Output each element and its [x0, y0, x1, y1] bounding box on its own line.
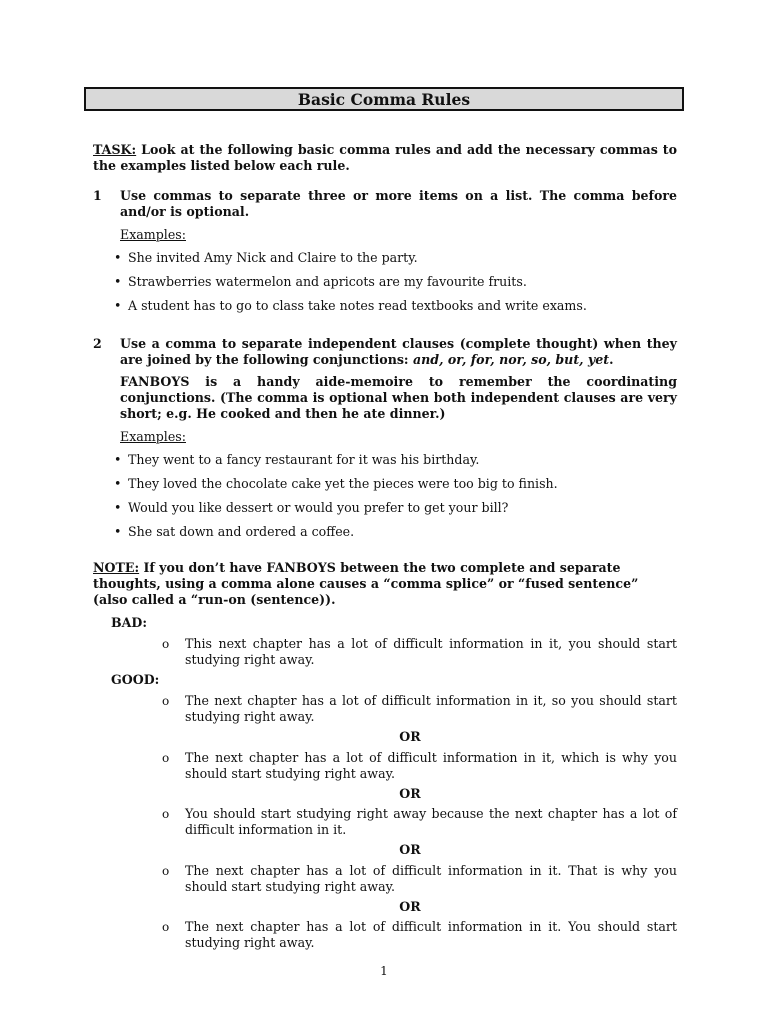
good-example: The next chapter has a lot of difficult information in it. That is why you should start studying right away. [185, 863, 677, 894]
list-item: • Would you like dessert or would you prefer to get your bill? [114, 500, 509, 515]
or-separator: OR [399, 729, 421, 744]
bad-label: BAD: [111, 615, 147, 630]
bullet-icon: • [114, 298, 122, 313]
page-number: 1 [380, 964, 388, 978]
fanboys-note: FANBOYS is a handy aide-memoire to remember the coordinating conjunctions. (The comma is optional when both independent clauses are very short; e.g. He cooked and then he ate dinner.) [120, 374, 677, 421]
conjunction-list: and, or, for, nor, so, but, yet [412, 352, 610, 367]
bullet-icon: • [114, 500, 122, 515]
list-item: • A student has to go to class take notes read textbooks and write exams. [114, 298, 587, 313]
circle-bullet-icon: o [162, 920, 170, 934]
good-example: The next chapter has a lot of difficult information in it, so you should start studying right away. [185, 693, 677, 724]
circle-bullet-icon: o [162, 637, 170, 651]
or-separator: OR [399, 786, 421, 801]
note-text: If you don’t have FANBOYS between the two complete and separate thoughts, using a comma alone causes a “comma splice” or “fused sentence” (also called a “run-on (sentence)). [93, 560, 639, 607]
circle-bullet-icon: o [162, 694, 170, 708]
task-label: TASK: [93, 142, 137, 157]
rule-1-text: Use commas to separate three or more items on a list. The comma before and/or is optional. [120, 188, 677, 219]
list-item: • She invited Amy Nick and Claire to the party. [114, 250, 418, 265]
rule-2-text: Use a comma to separate independent clauses (complete thought) when they are joined by the following conjunctions: and, or, for, nor, so, but, yet. [120, 336, 677, 367]
rule-1-examples-label: Examples: [120, 227, 186, 242]
rule-2-examples-label: Examples: [120, 429, 186, 444]
or-separator: OR [399, 842, 421, 857]
circle-bullet-icon: o [162, 751, 170, 765]
task-instruction [93, 142, 677, 174]
good-example: You should start studying right away because the next chapter has a lot of difficult information in it. [185, 806, 677, 837]
bullet-icon: • [114, 476, 122, 491]
note-label: NOTE: [93, 560, 140, 575]
good-label: GOOD: [111, 672, 160, 687]
document-title: Basic Comma Rules [84, 87, 684, 111]
good-example: The next chapter has a lot of difficult information in it, which is why you should start studying right away. [185, 750, 677, 781]
list-item: • She sat down and ordered a coffee. [114, 524, 355, 539]
bad-example: This next chapter has a lot of difficult information in it, you should start studying right away. [185, 636, 677, 667]
bullet-icon: • [114, 452, 122, 467]
rule-2-number: 2 [93, 336, 102, 351]
or-separator: OR [399, 899, 421, 914]
bullet-icon: • [114, 274, 122, 289]
circle-bullet-icon: o [162, 864, 170, 878]
circle-bullet-icon: o [162, 807, 170, 821]
good-example: The next chapter has a lot of difficult information in it. You should start studying right away. [185, 919, 677, 950]
bullet-icon: • [114, 524, 122, 539]
rule-1-number: 1 [93, 188, 102, 203]
bullet-icon: • [114, 250, 122, 265]
list-item: • They went to a fancy restaurant for it was his birthday. [114, 452, 480, 467]
list-item: • Strawberries watermelon and apricots are my favourite fruits. [114, 274, 527, 289]
list-item: • They loved the chocolate cake yet the pieces were too big to finish. [114, 476, 558, 491]
task-text: Look at the following basic comma rules and add the necessary commas to the examples listed below each rule. [93, 142, 677, 173]
note-paragraph [93, 560, 677, 608]
